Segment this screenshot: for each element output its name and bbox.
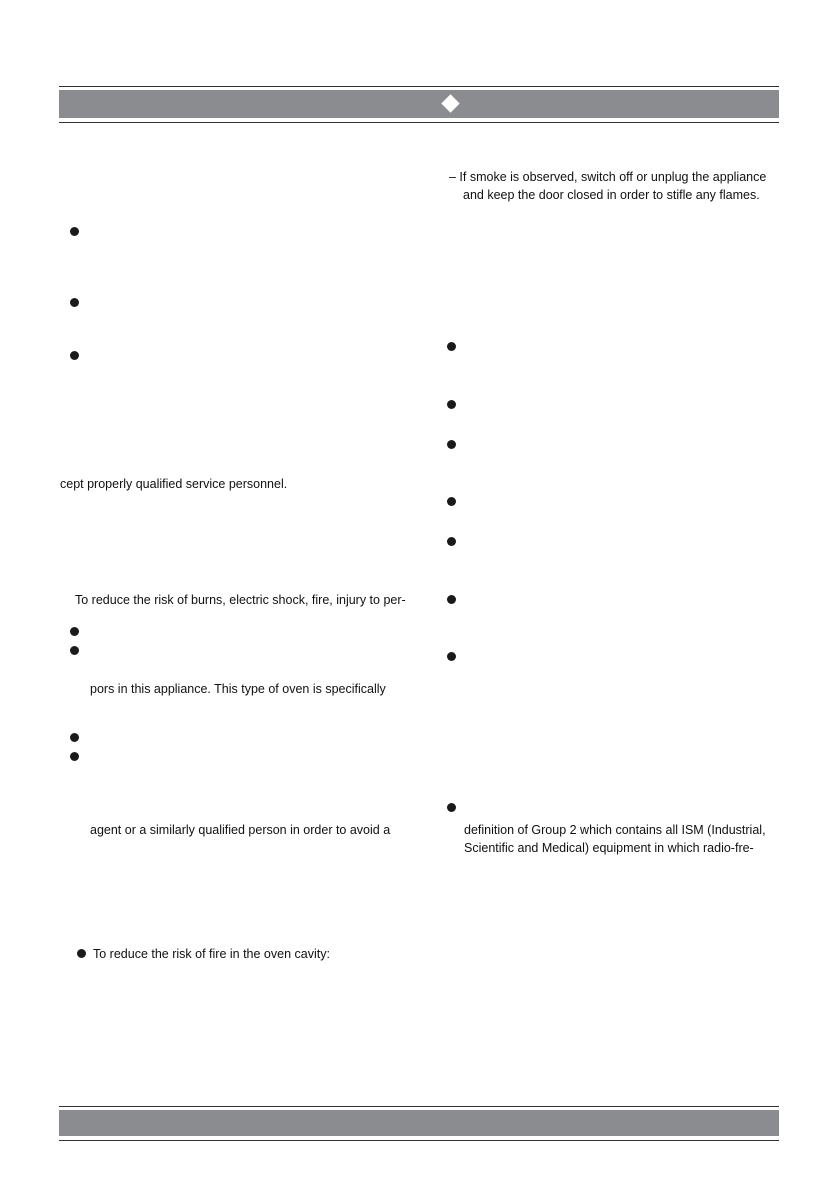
bullet-icon [447,400,456,409]
smoke-line-2: and keep the door closed in order to stifle any flames. [463,188,760,202]
header-band [59,90,779,118]
header-bottom-rule [59,122,779,123]
bullet-icon [70,752,79,761]
bullet-icon [70,227,79,236]
bullet-icon [70,298,79,307]
footer-band [59,1110,779,1136]
bullet-icon [70,733,79,742]
bullet-icon [70,627,79,636]
bullet-icon [70,646,79,655]
left-line-service: cept properly qualified service personnel. [60,477,288,491]
bullet-icon [77,949,86,958]
bullet-icon [447,497,456,506]
group-line-2: Scientific and Medical) equipment in which radio-fre- [464,841,754,855]
bullet-icon [447,595,456,604]
header-top-rule [59,86,779,87]
smoke-line-1: – If smoke is observed, switch off or unplug the appliance [449,170,767,184]
left-line-vapors: pors in this appliance. This type of oven is specifically [90,682,386,696]
footer-bottom-rule [59,1140,779,1141]
left-line-fire-cavity: To reduce the risk of fire in the oven cavity: [93,947,330,961]
left-line-agent: agent or a similarly qualified person in order to avoid a [90,823,391,837]
footer-top-rule [59,1106,779,1107]
bullet-icon [447,342,456,351]
bullet-icon [447,537,456,546]
bullet-icon [447,440,456,449]
bullet-icon [447,803,456,812]
bullet-icon [447,652,456,661]
bullet-icon [70,351,79,360]
group-line-1: definition of Group 2 which contains all ISM (Industrial, [464,823,766,837]
left-line-burns: To reduce the risk of burns, electric shock, fire, injury to per- [75,593,406,607]
